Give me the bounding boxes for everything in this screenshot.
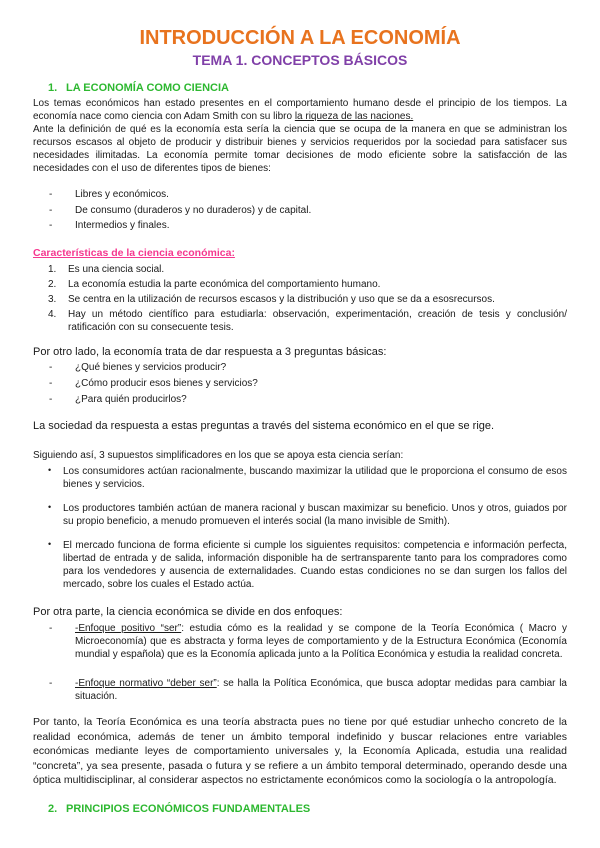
section-2-heading bbox=[48, 803, 567, 816]
dash-marker: - bbox=[49, 189, 53, 200]
list-item bbox=[33, 622, 567, 661]
characteristics-heading-text: Características de la ciencia económica: bbox=[33, 247, 235, 259]
list-item-text: ¿Qué bienes y servicios producir? bbox=[75, 362, 227, 373]
list-item-text: Es una ciencia social. bbox=[68, 264, 165, 275]
list-item-text: Los productores también actúan de manera racional y buscan maximizar su beneficio. Unos y otros, guiados por su propio beneficio, a menudo promueven el interés social (la mano invisible de Smith). bbox=[63, 503, 567, 527]
list-item bbox=[33, 204, 567, 217]
definition-paragraph: Ante la definición de qué es la economía esta sería la ciencia que se ocupa de la manera en que se administran los recursos escasos al objeto de producir y distribuir bienes y servicios requeridos por la sociedad para satisfacer sus necesidades ilimitadas. La economía permite tomar decisiones de modo eficiente sobre la satisfacción de las necesidades con el uso de diferentes tipos de bienes: bbox=[33, 124, 567, 174]
list-item bbox=[33, 465, 567, 491]
list-item bbox=[33, 539, 567, 591]
number-marker: 3. bbox=[48, 294, 57, 305]
closing-paragraph: Por tanto, la Teoría Económica es una teoría abstracta pues no tiene por qué estudiar unhecho concreto de la realidad económica, además de tener un ámbito temporal indefinido y buscar relaciones entre variables económicas mediante leyes de comportamiento universales y, la Economía Aplicada, estudia una realidad “concreta”, ya sea presente, pasada o futura y se refiere a un ámbito temporal determinado, operando desde una óptica multidisciplinar, al considerar aspectos no estrictamente económicos como la sociología o la antropología. bbox=[33, 716, 567, 786]
list-item bbox=[33, 376, 567, 392]
assumptions-list bbox=[33, 465, 567, 591]
intro-text: Los temas económicos han estado presentes en el comportamiento humano desde el principio de los tiempos. La economía nace como ciencia con Adam Smith con su libro bbox=[33, 98, 567, 122]
approach-description: : se halla la Política Económica, que busca adoptar medidas para cambiar la situación. bbox=[75, 678, 567, 702]
section-1-title: LA ECONOMÍA COMO CIENCIA bbox=[66, 82, 229, 94]
bullet-marker: • bbox=[48, 465, 52, 475]
document-subtitle: TEMA 1. CONCEPTOS BÁSICOS bbox=[192, 52, 408, 68]
questions-list bbox=[33, 360, 567, 408]
document-title: INTRODUCCIÓN A LA ECONOMÍA bbox=[139, 27, 461, 49]
number-marker: 1. bbox=[48, 264, 57, 275]
bullet-marker: • bbox=[48, 502, 52, 512]
list-item-text: Los consumidores actúan racionalmente, buscando maximizar la utilidad que le proporciona el consumo de esos bienes y servicios. bbox=[63, 466, 567, 490]
section-2-title: PRINCIPIOS ECONÓMICOS FUNDAMENTALES bbox=[66, 802, 311, 815]
approach-name: -Enfoque normativo “deber ser” bbox=[75, 678, 217, 689]
assumptions-intro: Siguiendo así, 3 supuestos simplificadores en los que se apoya esta ciencia serían: bbox=[33, 450, 404, 461]
list-item bbox=[33, 293, 567, 306]
section-2-number: 2. bbox=[48, 802, 58, 815]
list-item bbox=[33, 188, 567, 201]
bullet-marker: • bbox=[48, 539, 52, 549]
list-item-text: El mercado funciona de forma eficiente si cumple los siguientes requisitos: competencia e información perfecta, libertad de entrada y de salida, información disponible ha de sertransparente tanto para los compradores como para los vendedores y ausencia de externalidades. Cuando estas condiciones no se dan surgen los fallos del mercado, sobre los cuales el Estado actúa. bbox=[63, 540, 567, 590]
list-item bbox=[33, 502, 567, 528]
list-item bbox=[33, 360, 567, 376]
dash-marker: - bbox=[49, 220, 53, 231]
list-item bbox=[33, 278, 567, 291]
list-item-text: ¿Cómo producir esos bienes y servicios? bbox=[75, 378, 258, 389]
list-item-text: La economía estudia la parte económica del comportamiento humano. bbox=[68, 279, 381, 290]
list-item bbox=[33, 219, 567, 232]
list-item bbox=[33, 392, 567, 408]
dash-marker: - bbox=[49, 678, 53, 689]
approaches-list bbox=[33, 622, 567, 703]
list-item bbox=[33, 677, 567, 703]
intro-paragraph bbox=[33, 97, 567, 123]
number-marker: 4. bbox=[48, 309, 57, 320]
characteristics-list bbox=[33, 263, 567, 334]
list-item-text: De consumo (duraderos y no duraderos) y de capital. bbox=[75, 204, 312, 216]
approach-description: : estudia cómo es la realidad y se compone de la Teoría Económica ( Macro y Microeconomía) que es abstracta y forma leyes de comportamiento y de la Estructura Económica (Economía mundial y española) que es la Economía aplicada junto a la Política Económica y estudia la realidad concreta. bbox=[75, 623, 567, 660]
list-item-text: Intermedios y finales. bbox=[75, 220, 170, 231]
approaches-intro: Por otra parte, la ciencia económica se divide en dos enfoques: bbox=[33, 606, 343, 618]
dash-marker: - bbox=[49, 362, 53, 373]
number-marker: 2. bbox=[48, 279, 57, 290]
approach-name: -Enfoque positivo “ser” bbox=[75, 623, 182, 634]
list-item-text: Libres y económicos. bbox=[75, 189, 169, 200]
characteristics-heading bbox=[33, 246, 567, 260]
book-title: la riqueza de las naciones. bbox=[294, 111, 414, 122]
dash-marker: - bbox=[49, 623, 53, 634]
questions-conclusion: La sociedad da respuesta a estas preguntas a través del sistema económico en el que se rige. bbox=[33, 420, 495, 432]
dash-marker: - bbox=[49, 378, 53, 389]
list-item-text: ¿Para quién producirlos? bbox=[75, 394, 187, 405]
questions-intro: Por otro lado, la economía trata de dar respuesta a 3 preguntas básicas: bbox=[33, 346, 387, 358]
list-item bbox=[33, 308, 567, 334]
section-1-heading bbox=[48, 82, 567, 95]
goods-types-list bbox=[33, 188, 567, 232]
section-1-number: 1. bbox=[48, 82, 58, 94]
list-item-text: Hay un método científico para estudiarla: observación, experimentación, creación de tesis y conclusión/ ratificación con su consecuente tesis. bbox=[68, 309, 567, 333]
list-item-text: Se centra en la utilización de recursos escasos y la distribución y uso que se da a esosrecursos. bbox=[68, 294, 495, 305]
dash-marker: - bbox=[49, 394, 53, 405]
list-item bbox=[33, 263, 567, 276]
dash-marker: - bbox=[49, 204, 53, 216]
